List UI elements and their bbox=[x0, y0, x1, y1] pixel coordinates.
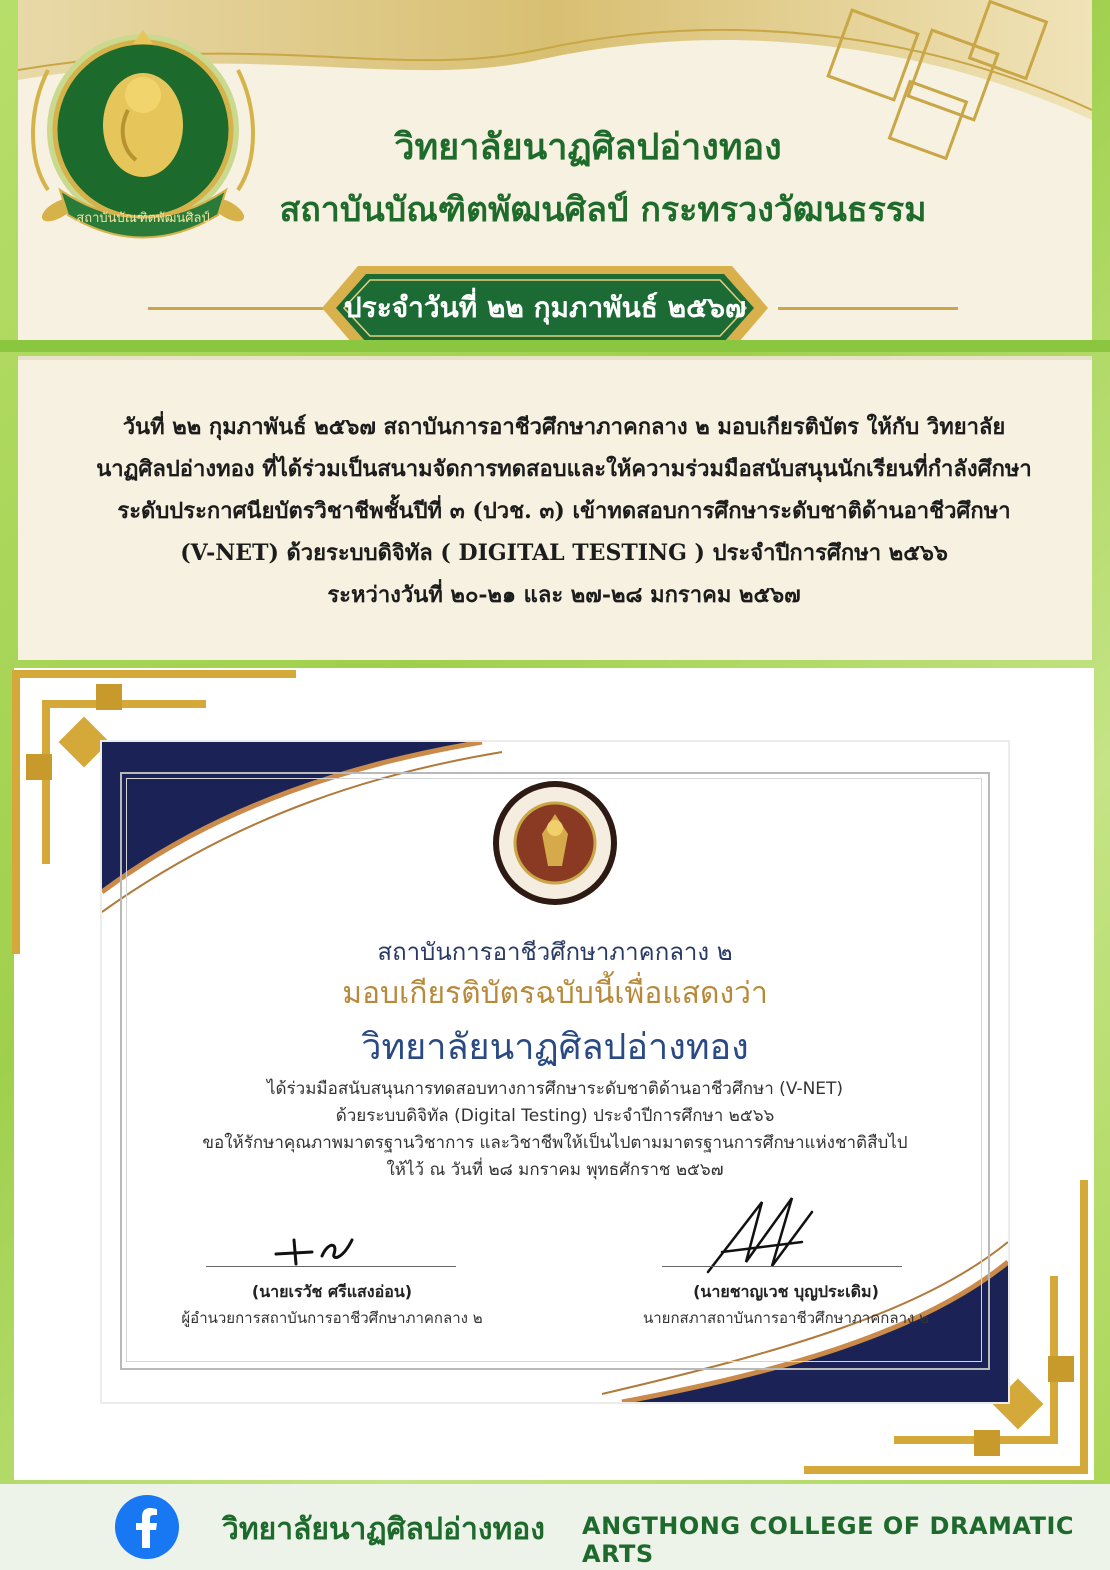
logo-caption: สถาบันบัณฑิตพัฒนศิลป์ bbox=[76, 211, 210, 226]
institute-title: สถาบันบัณฑิตพัฒนศิลป์ กระทรวงวัฒนธรรม bbox=[279, 190, 927, 230]
description-line: วันที่ ๒๒ กุมภาพันธ์ ๒๕๖๗ สถาบันการอาชีวศึกษาภาคกลาง ๒ มอบเกียรติบัตร ให้กับ วิทยาลัย bbox=[122, 414, 1006, 440]
divider-right bbox=[778, 307, 958, 310]
description-line: ระหว่างวันที่ ๒๐-๒๑ และ ๒๗-๒๘ มกราคม ๒๕๖๗ bbox=[327, 582, 801, 608]
certificate-body-line: ด้วยระบบดิจิทัล (Digital Testing) ประจำปีการศึกษา ๒๕๖๖ bbox=[335, 1106, 775, 1126]
footer-college-name-th[interactable]: วิทยาลัยนาฏศิลปอ่างทอง bbox=[222, 1512, 545, 1547]
signature-line-left bbox=[206, 1266, 456, 1267]
header-panel bbox=[18, 0, 1092, 340]
signature-left bbox=[272, 1232, 362, 1268]
signature-line-right bbox=[662, 1266, 902, 1267]
college-title: วิทยาลัยนาฏศิลปอ่างทอง bbox=[394, 126, 782, 168]
footer bbox=[0, 1484, 1110, 1570]
vocational-institute-seal bbox=[490, 778, 620, 908]
signatory-right-role: นายกสภาสถาบันการอาชีวศึกษาภาคกลาง ๒ bbox=[643, 1309, 929, 1327]
signatory-left-name: (นายเรวัช ศรีแสงอ่อน) bbox=[251, 1282, 413, 1301]
certificate-recipient: วิทยาลัยนาฏศิลปอ่างทอง bbox=[361, 1027, 749, 1068]
description-line: ระดับประกาศนียบัตรวิชาชีพชั้นปีที่ ๓ (ปวช. ๓) เข้าทดสอบการศึกษาระดับชาติด้านอาชีวศึกษา bbox=[117, 498, 1011, 524]
description-line: (V-NET) ด้วยระบบดิจิทัล ( DIGITAL TESTING ) ประจำปีการศึกษา ๒๕๖๖ bbox=[180, 540, 948, 566]
signatory-left-role: ผู้อำนวยการสถาบันการอาชีวศึกษาภาคกลาง ๒ bbox=[181, 1309, 483, 1327]
certificate-body-line: ขอให้รักษาคุณภาพมาตรฐานวิชาการ และวิชาชีพให้เป็นไปตามมาตรฐานการศึกษาแห่งชาติสืบไป bbox=[202, 1133, 908, 1153]
date-banner-text: ประจำวันที่ ๒๒ กุมภาพันธ์ ๒๕๖๗ bbox=[343, 291, 747, 324]
institute-logo bbox=[18, 10, 268, 270]
certificate-body bbox=[102, 1076, 1008, 1184]
signatory-right-name: (นายชาญเวช บุญประเดิม) bbox=[693, 1282, 879, 1301]
certificate-headline: มอบเกียรติบัตรฉบับนี้เพื่อแสดงว่า bbox=[342, 976, 768, 1011]
green-separator bbox=[0, 340, 1110, 352]
certificate-panel bbox=[14, 668, 1094, 1480]
certificate-body-line: ได้ร่วมมือสนับสนุนการทดสอบทางการศึกษาระดับชาติด้านอาชีวศึกษา (V-NET) bbox=[266, 1079, 844, 1099]
certificate bbox=[102, 742, 1008, 1402]
description-panel bbox=[18, 356, 1092, 660]
description-text bbox=[54, 406, 1074, 616]
description-line: นาฏศิลปอ่างทอง ที่ได้ร่วมเป็นสนามจัดการทดสอบและให้ความร่วมมือสนับสนุนนักเรียนที่กำลังศึกษา bbox=[96, 456, 1032, 482]
footer-college-name-en[interactable]: ANGTHONG COLLEGE OF DRAMATIC ARTS bbox=[582, 1512, 1075, 1568]
certificate-body-line: ให้ไว้ ณ วันที่ ๒๘ มกราคม พุทธศักราช ๒๕๖๗ bbox=[386, 1160, 724, 1180]
facebook-icon[interactable] bbox=[114, 1494, 180, 1560]
certificate-issuer: สถาบันการอาชีวศึกษาภาคกลาง ๒ bbox=[377, 938, 733, 966]
